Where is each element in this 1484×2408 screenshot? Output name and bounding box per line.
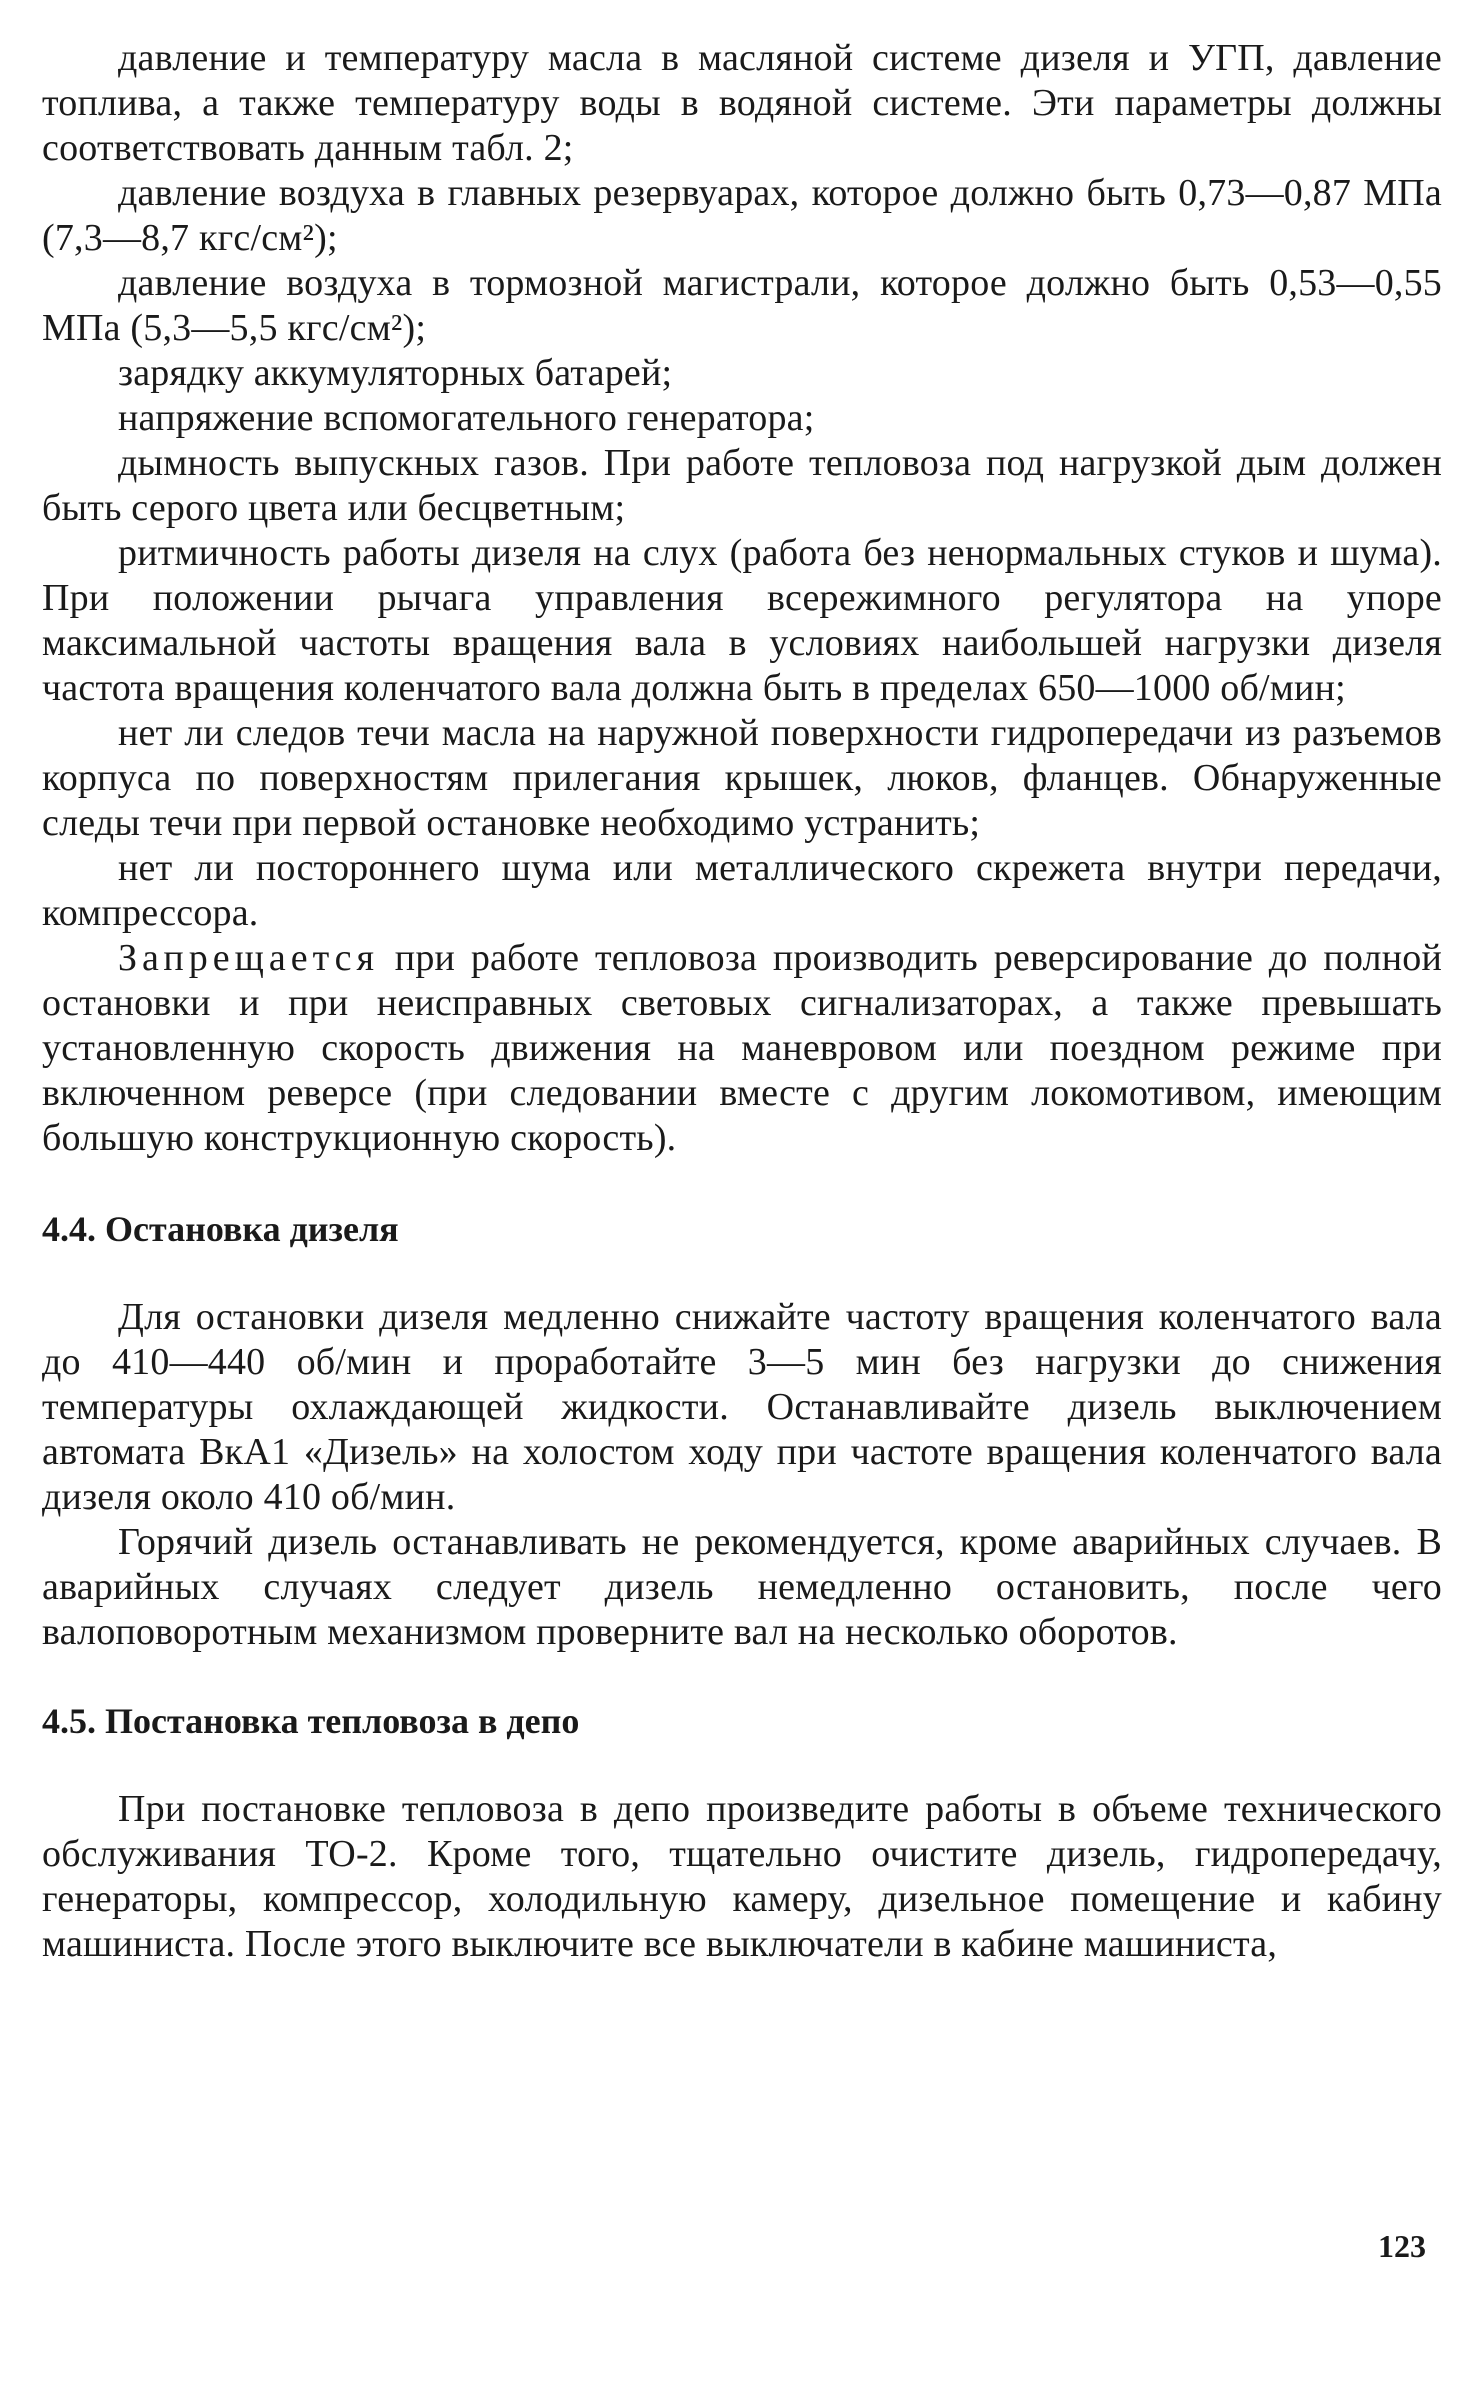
page-body: [42, 36, 1442, 1967]
page-number: 123: [1378, 2228, 1426, 2264]
list-item-main-reservoir-pressure: давление воздуха в главных резервуарах, которое должно быть 0,73—0,87 МПа (7,3—8,7 кгс/см²);: [42, 172, 1442, 259]
list-item-oil-leaks: нет ли следов течи масла на наружной поверхности гидропередачи из разъемов корпуса по поверхностям прилегания крышек, люков, фланцев. Обнаруженные следы течи при первой остановке необходимо устранить;: [42, 712, 1442, 844]
list-item-diesel-rhythm: ритмичность работы дизеля на слух (работа без ненормальных стуков и шума). При положении рычага управления всережимного регулятора на упоре максимальной частоты вращения вала в условиях наибольшей нагрузки дизеля частота вращения коленчатого вала должна быть в пределах 650—1000 об/мин;: [42, 532, 1442, 709]
section-4-4-paragraph-1: Для остановки дизеля медленно снижайте частоту вращения коленчатого вала до 410—440 об/мин и проработайте 3—5 мин без нагрузки до снижения температуры охлаждающей жидкости. Останавливайте дизель выключением автомата ВкА1 «Дизель» на холостом ходу при частоте вращения коленчатого вала дизеля около 410 об/мин.: [42, 1296, 1442, 1518]
list-item-brake-line-pressure: давление воздуха в тормозной магистрали, которое должно быть 0,53—0,55 МПа (5,3—5,5 кгс/см²);: [42, 262, 1442, 349]
warning-paragraph: [42, 936, 1442, 1161]
list-item-foreign-noise: нет ли постороннего шума или металлического скрежета внутри передачи, компрессора.: [42, 847, 1442, 934]
section-4-5-paragraph-1: При постановке тепловоза в депо произведите работы в объеме технического обслуживания ТО-2. Кроме того, тщательно очистите дизель, гидропередачу, генераторы, компрессор, холодильную камеру, дизельное помещение и кабину машиниста. После этого выключите все выключатели в кабине машиниста,: [42, 1788, 1442, 1965]
section-heading-4-5: 4.5. Постановка тепловоза в депо: [42, 1701, 580, 1741]
list-item-oil-pressure: давление и температуру масла в масляной системе дизеля и УГП, давление топлива, а также температуру воды в водяной системе. Эти параметры должны соответствовать данным табл. 2;: [42, 37, 1442, 169]
list-item-battery-charge: зарядку аккумуляторных батарей;: [118, 352, 673, 394]
list-item-aux-generator: напряжение вспомогательного генератора;: [118, 397, 815, 439]
list-item-exhaust-smoke: дымность выпускных газов. При работе тепловоза под нагрузкой дым должен быть серого цвета или бесцветным;: [42, 442, 1442, 529]
warning-lead: Запрещается: [118, 937, 380, 979]
section-4-4-paragraph-2: Горячий дизель останавливать не рекомендуется, кроме аварийных случаев. В аварийных случаях следует дизель немедленно остановить, после чего валоповоротным механизмом проверните вал на несколько оборотов.: [42, 1521, 1442, 1653]
section-heading-4-4: 4.4. Остановка дизеля: [42, 1209, 399, 1249]
warning-text: при работе тепловоза производить реверсирование до полной остановки и при неисправных световых сигнализаторах, а также превышать установленную скорость движения на маневровом или поездном режиме при включенном реверсе (при следовании вместе с другим локомотивом, имеющим большую конструкционную скорость).: [42, 937, 1442, 1159]
